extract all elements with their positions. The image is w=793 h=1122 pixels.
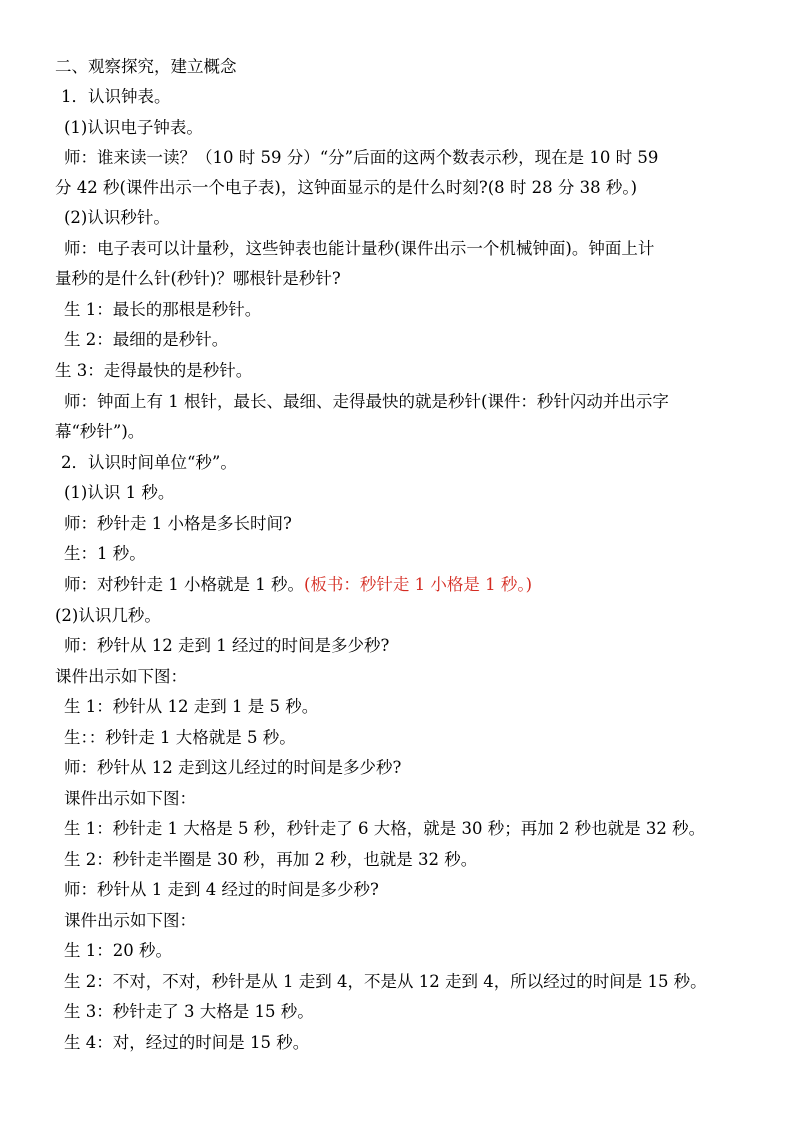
paragraph-line: 生 2：不对，不对，秒针是从 1 走到 4，不是从 12 走到 4，所以经过的时间是 15 秒。 <box>64 972 707 991</box>
paragraph-text: 师：对秒针走 1 小格就是 1 秒。 <box>64 575 304 594</box>
paragraph-line: (1)认识 1 秒。 <box>64 483 175 502</box>
paragraph-line: 生 1：秒针从 12 走到 1 是 5 秒。 <box>64 697 319 716</box>
paragraph-line: 师：谁来读一读？（10 时 59 分）“分”后面的这两个数表示秒，现在是 10 时 59 <box>64 148 659 167</box>
paragraph-line: 生 1：20 秒。 <box>64 941 172 960</box>
paragraph-line: 师：秒针从 12 走到这儿经过的时间是多少秒? <box>64 758 402 777</box>
paragraph-line: 生 2：秒针走半圈是 30 秒，再加 2 秒，也就是 32 秒。 <box>64 850 478 869</box>
board-note: (板书：秒针走 1 小格是 1 秒。) <box>303 575 533 594</box>
paragraph-line: (1)认识电子钟表。 <box>64 118 203 137</box>
paragraph-line: 生 1：最长的那根是秒针。 <box>64 300 262 319</box>
paragraph-line: 生：：秒针走 1 大格就是 5 秒。 <box>64 728 296 747</box>
paragraph-line: 生 3：秒针走了 3 大格是 15 秒。 <box>64 1002 314 1021</box>
section-heading: 二、观察探究，建立概念 <box>55 57 237 76</box>
paragraph-line: 生 3：走得最快的是秒针。 <box>55 361 253 380</box>
paragraph-line: 2．认识时间单位“秒”。 <box>61 453 237 472</box>
paragraph-line: 师：电子表可以计量秒，这些钟表也能计量秒(课件出示一个机械钟面)。钟面上计 <box>64 239 655 258</box>
paragraph-line: 1．认识钟表。 <box>61 87 171 106</box>
paragraph-line: 幕“秒针”)。 <box>55 422 145 441</box>
paragraph-line: 分 42 秒(课件出示一个电子表)，这钟面显示的是什么时刻?(8 时 28 分 38 秒。) <box>55 178 638 197</box>
paragraph-line: 生 4：对，经过的时间是 15 秒。 <box>64 1033 310 1052</box>
paragraph-line: 生：1 秒。 <box>64 544 146 563</box>
paragraph-line: 课件出示如下图： <box>64 911 196 930</box>
paragraph-line: 生 1：秒针走 1 大格是 5 秒，秒针走了 6 大格，就是 30 秒；再加 2 秒也就是 32 秒。 <box>64 819 706 838</box>
paragraph-line: 师：秒针从 1 走到 4 经过的时间是多少秒? <box>64 880 379 899</box>
paragraph-line: (2)认识秒针。 <box>64 208 170 227</box>
paragraph-line-with-board-note <box>64 570 763 600</box>
paragraph-line: 课件出示如下图： <box>64 789 196 808</box>
paragraph-line: 量秒的是什么针(秒针)？哪根针是秒针? <box>55 269 341 288</box>
paragraph-line: (2)认识几秒。 <box>55 606 161 625</box>
paragraph-line: 课件出示如下图： <box>55 667 187 686</box>
paragraph-line: 师：秒针走 1 小格是多长时间? <box>64 514 292 533</box>
paragraph-line: 师：秒针从 12 走到 1 经过的时间是多少秒? <box>64 636 390 655</box>
paragraph-line: 生 2：最细的是秒针。 <box>64 330 229 349</box>
paragraph-line: 师：钟面上有 1 根针，最长、最细、走得最快的就是秒针(课件：秒针闪动并出示字 <box>64 392 669 411</box>
